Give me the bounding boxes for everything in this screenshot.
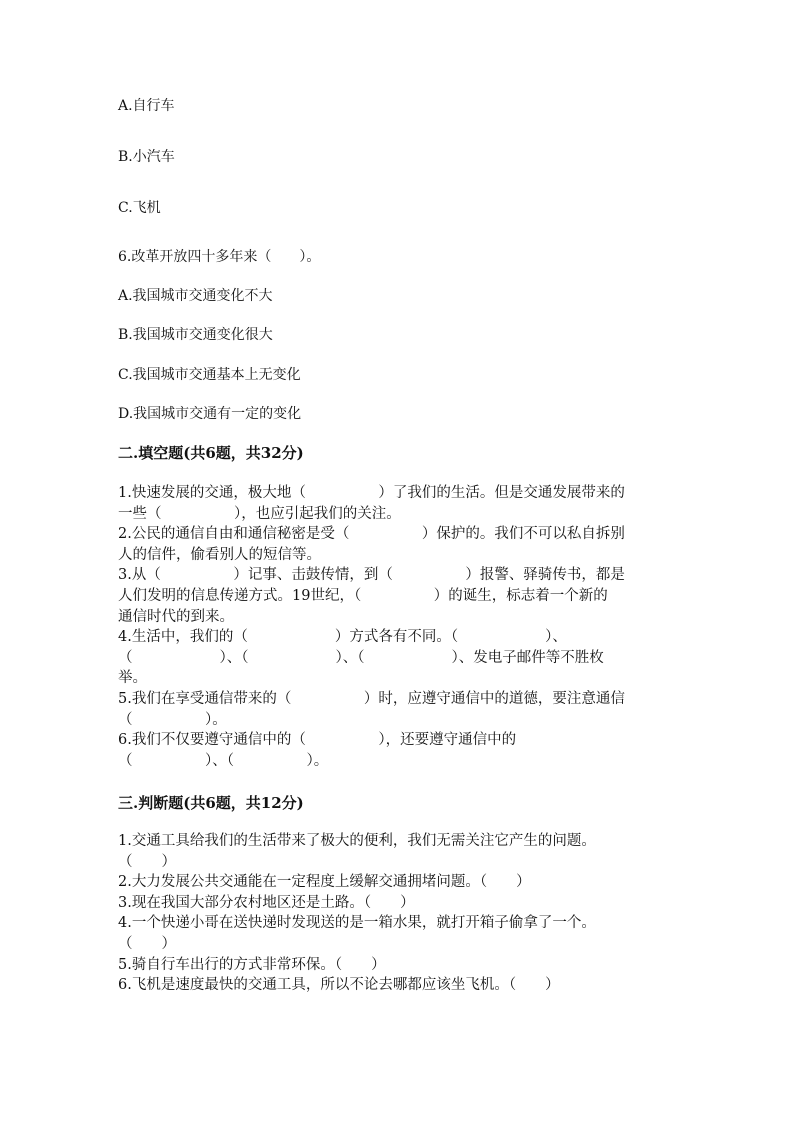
fill-line: （ ）。 — [118, 711, 227, 728]
fill-line: 2.公民的通信自由和通信秘密是受（ ）保护的。我们不可以私自拆别 — [118, 526, 625, 543]
section-2-title: 二.填空题(共6题，共32分) — [118, 444, 304, 462]
option-a: A.自行车 — [118, 98, 175, 114]
judge-line: 5.骑自行车出行的方式非常环保。（ ） — [118, 956, 386, 973]
fill-line: 通信时代的到来。 — [118, 608, 234, 625]
section-3-body — [118, 831, 678, 996]
section-2-body — [118, 483, 678, 771]
fill-line: 人的信件，偷看别人的短信等。 — [118, 546, 321, 563]
question-6-option-c: C.我国城市交通基本上无变化 — [118, 367, 301, 383]
question-6-stem: 6.改革开放四十多年来（ ）。 — [118, 249, 321, 265]
fill-line: 5.我们在享受通信带来的（ ）时，应遵守通信中的道德，要注意通信 — [118, 690, 625, 707]
judge-line: 4.一个快递小哥在送快递时发现送的是一箱水果，就打开箱子偷拿了一个。 — [118, 915, 596, 932]
fill-line: 人们发明的信息传递方式。19世纪，（ ）的诞生，标志着一个新的 — [118, 587, 608, 604]
fill-line: 4.生活中，我们的（ ）方式各有不同。（ ）、 — [118, 629, 567, 646]
judge-line: 3.现在我国大部分农村地区还是土路。（ ） — [118, 894, 415, 911]
option-b: B.小汽车 — [118, 149, 175, 165]
fill-line: （ ）、（ ）、（ ）、发电子邮件等不胜枚 — [118, 649, 604, 666]
judge-line: （ ） — [118, 853, 176, 870]
fill-line: 3.从（ ）记事、击鼓传情，到（ ）报警、驿骑传书，都是 — [118, 567, 625, 584]
question-6-option-a: A.我国城市交通变化不大 — [118, 288, 273, 304]
question-6-option-d: D.我国城市交通有一定的变化 — [118, 406, 302, 422]
fill-line: 举。 — [118, 670, 147, 687]
fill-line: 6.我们不仅要遵守通信中的（ ），还要遵守通信中的 — [118, 732, 517, 749]
fill-line: （ ）、（ ）。 — [118, 752, 329, 769]
section-3-title: 三.判断题(共6题，共12分) — [118, 794, 304, 812]
fill-line: 一些（ ），也应引起我们的关注。 — [118, 505, 401, 522]
fill-line: 1.快速发展的交通，极大地（ ）了我们的生活。但是交通发展带来的 — [118, 485, 625, 501]
option-c: C.飞机 — [118, 200, 161, 216]
question-6-option-b: B.我国城市交通变化很大 — [118, 327, 273, 343]
judge-line: （ ） — [118, 935, 176, 952]
judge-line: 1.交通工具给我们的生活带来了极大的便利，我们无需关注它产生的问题。 — [118, 833, 596, 849]
judge-line: 6.飞机是速度最快的交通工具，所以不论去哪都应该坐飞机。（ ） — [118, 977, 560, 994]
judge-line: 2.大力发展公共交通能在一定程度上缓解交通拥堵问题。（ ） — [118, 874, 531, 891]
